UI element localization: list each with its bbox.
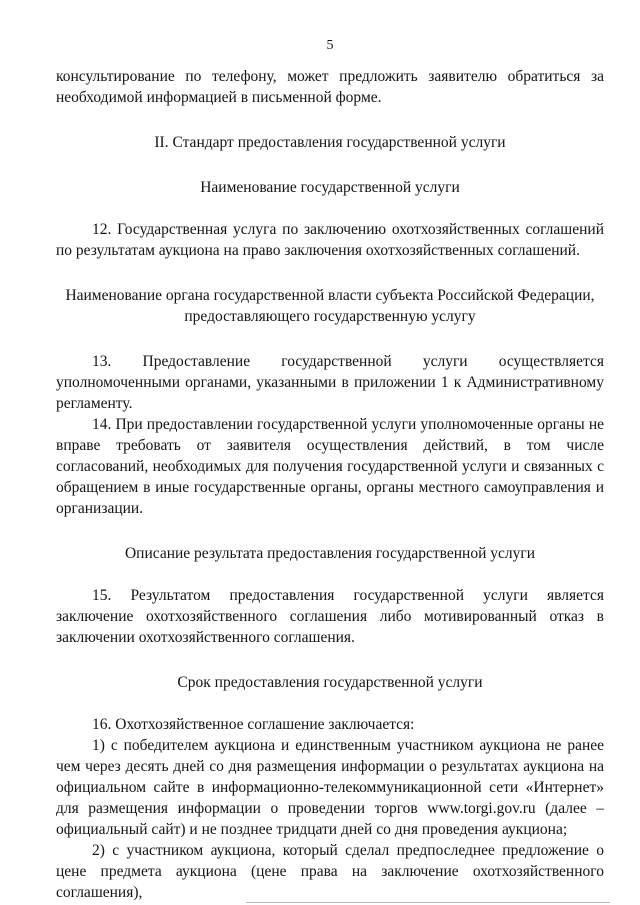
heading-authority-line-2: предоставляющего государственную услугу (184, 308, 476, 325)
paragraph-intro: консультирование по телефону, может предложить заявителю обратиться за необходимой информацией в письменной форме. (56, 68, 604, 106)
heading-section-ii: II. Стандарт предоставления государственной услуги (154, 134, 506, 151)
paragraph-12: 12. Государственная услуга по заключению охотхозяйственных соглашений по результатам аукциона на право заключения охотхозяйственных соглашений. (56, 221, 604, 259)
paragraph-16-item-2: 2) с участником аукциона, который сделал предпоследнее предложение о цене предмета аукциона (цене права на заключение охотхозяйственного соглашения), (56, 842, 604, 901)
heading-authority-line-1: Наименование органа государственной власти субъекта Российской Федерации, (65, 287, 595, 304)
heading-service-name: Наименование государственной услуги (200, 179, 460, 196)
page-number: 5 (326, 38, 334, 53)
paragraph-16: 16. Охотхозяйственное соглашение заключается: (92, 716, 415, 733)
paragraph-16-item-1: 1) с победителем аукциона и единственным участником аукциона не ранее чем через десять дней со дня размещения информации о результатах аукциона на официальном сайте в информационно-телекоммуникационной сети «Интернет» для размещения информации о проведении торгов www.torgi.gov.ru (далее – официальный сайт) и не позднее тридцати дней со дня проведения аукциона; (56, 737, 604, 838)
scan-edge-line (246, 902, 610, 903)
heading-result: Описание результата предоставления государственной услуги (124, 545, 536, 562)
heading-term: Срок предоставления государственной услуги (177, 674, 483, 691)
paragraph-13: 13. Предоставление государственной услуги осуществляется уполномоченными органами, указанными в приложении 1 к Административному регламенту. (56, 353, 604, 412)
paragraph-15: 15. Результатом предоставления государственной услуги является заключение охотхозяйственного соглашения либо мотивированный отказ в заключении охотхозяйственного соглашения. (56, 587, 604, 646)
paragraph-14: 14. При предоставлении государственной услуги уполномоченные органы не вправе требовать от заявителя осуществления действий, в том числе согласований, необходимых для получения государственной услуги и связанных с обращением в иные государственные органы, органы местного самоуправления и организации. (56, 416, 604, 517)
